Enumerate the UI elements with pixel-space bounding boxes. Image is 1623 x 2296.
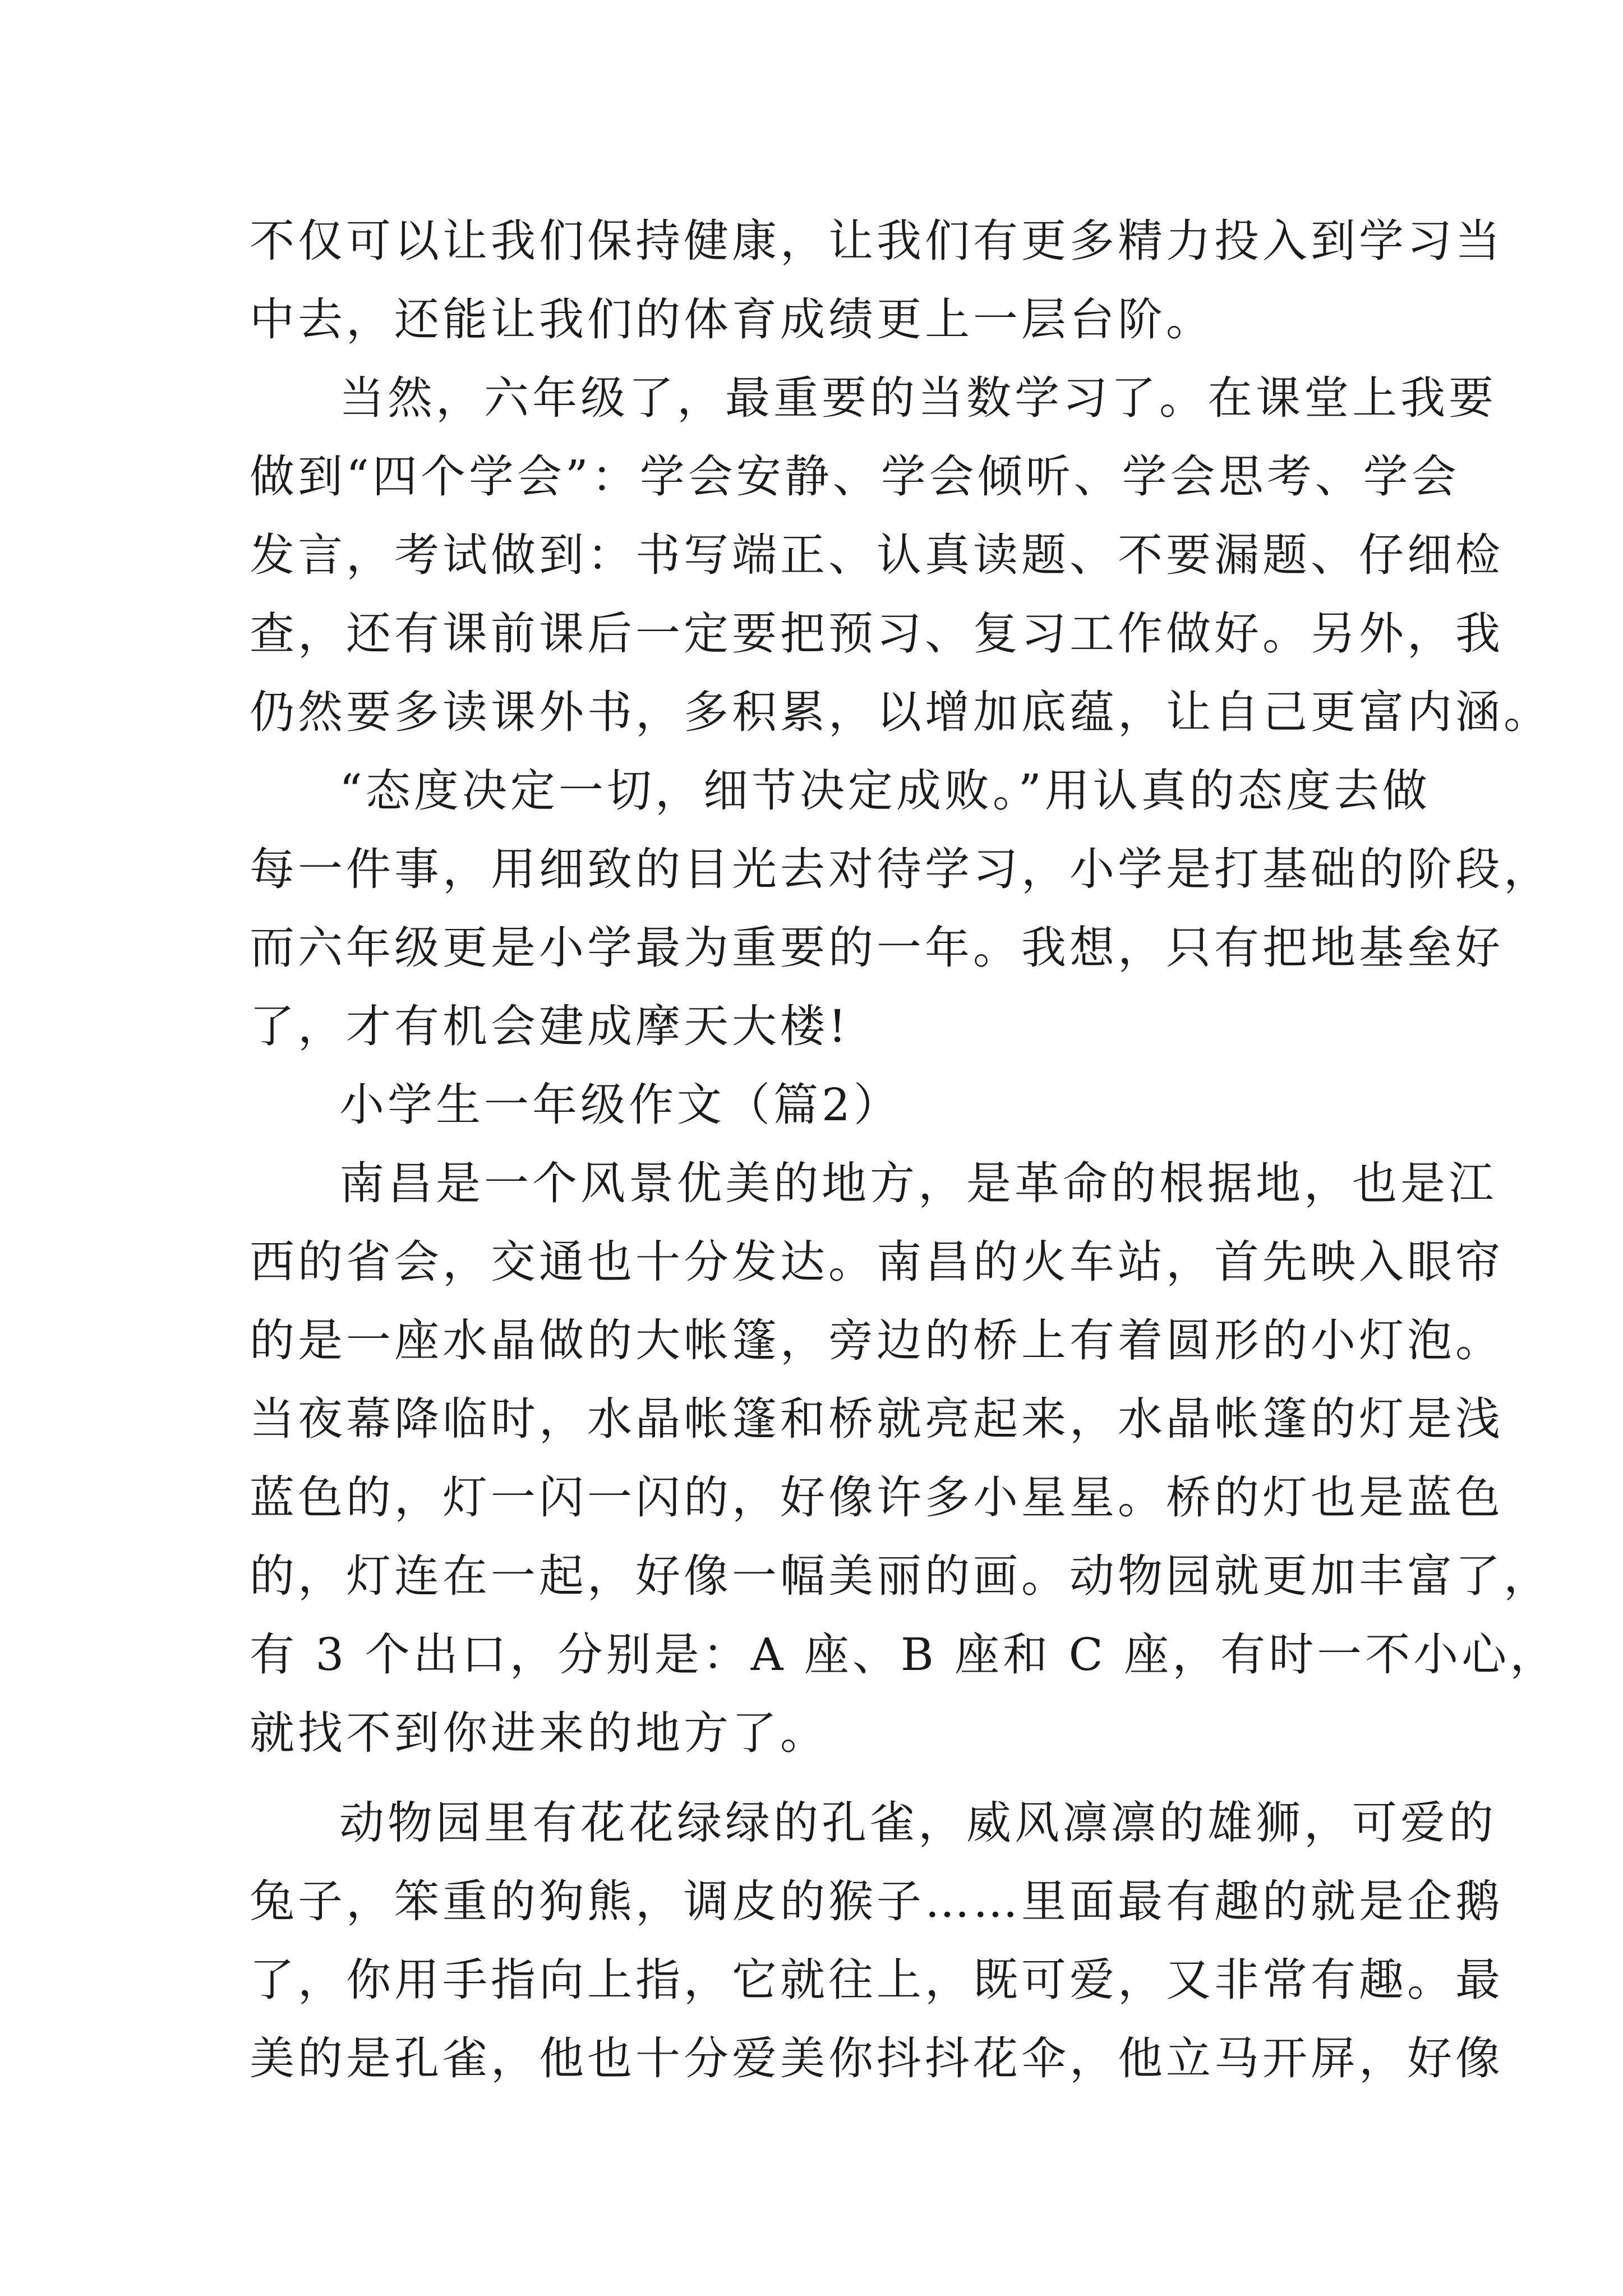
text-line-15: 的是一座水晶做的大帐篷，旁边的桥上有着圆形的小灯泡。 — [250, 1314, 1504, 1366]
text-line-21: 动物园里有花花绿绿的孔雀，威风凛凛的雄狮，可爱的 — [339, 1797, 1497, 1849]
text-line-24: 美的是孔雀，他也十分爱美你抖抖花伞，他立马开屏，好像 — [250, 2032, 1504, 2085]
text-line-13: 南昌是一个风景优美的地方，是革命的根据地，也是江 — [339, 1157, 1497, 1209]
text-line-11: 了，才有机会建成摩天大楼! — [250, 1000, 850, 1052]
text-line-14: 西的省会，交通也十分发达。南昌的火车站，首先映入眼帘 — [250, 1236, 1504, 1288]
text-line-16: 当夜幕降临时，水晶帐篷和桥就亮起来，水晶帐篷的灯是浅 — [250, 1393, 1504, 1445]
text-line-3: 当然，六年级了，最重要的当数学习了。在课堂上我要 — [339, 372, 1497, 424]
text-line-5: 发言，考试做到：书写端正、认真读题、不要漏题、仔细检 — [250, 529, 1504, 581]
text-line-8: “态度决定一切，细节决定成败。”用认真的态度去做 — [339, 765, 1431, 817]
text-line-1: 不仅可以让我们保持健康，让我们有更多精力投入到学习当 — [250, 215, 1504, 267]
text-line-17: 蓝色的，灯一闪一闪的，好像许多小星星。桥的灯也是蓝色 — [250, 1471, 1504, 1524]
text-line-4: 做到“四个学会”：学会安静、学会倾听、学会思考、学会 — [250, 450, 1460, 503]
text-line-18: 的，灯连在一起，好像一幅美丽的画。动物园就更加丰富了， — [250, 1550, 1552, 1602]
text-line-23: 了，你用手指向上指，它就往上，既可爱，又非常有趣。最 — [250, 1954, 1504, 2006]
text-line-7: 仍然要多读课外书，多积累，以增加底蕴，让自己更富内涵。 — [250, 686, 1552, 738]
text-line-2: 中去，还能让我们的体育成绩更上一层台阶。 — [250, 293, 1214, 346]
text-line-6: 查，还有课前课后一定要把预习、复习工作做好。另外，我 — [250, 608, 1504, 660]
text-line-22: 兔子，笨重的狗熊，调皮的猴子……里面最有趣的就是企鹅 — [250, 1875, 1504, 1927]
text-line-9: 每一件事，用细致的目光去对待学习，小学是打基础的阶段， — [250, 843, 1552, 895]
text-line-10: 而六年级更是小学最为重要的一年。我想，只有把地基垒好 — [250, 922, 1504, 974]
text-line-19: 有 3 个出口，分别是：A 座、B 座和 C 座，有时一不小心， — [250, 1628, 1559, 1681]
text-line-20: 就找不到你进来的地方了。 — [250, 1707, 828, 1759]
section-heading: 小学生一年级作文（篇2） — [339, 1079, 902, 1131]
